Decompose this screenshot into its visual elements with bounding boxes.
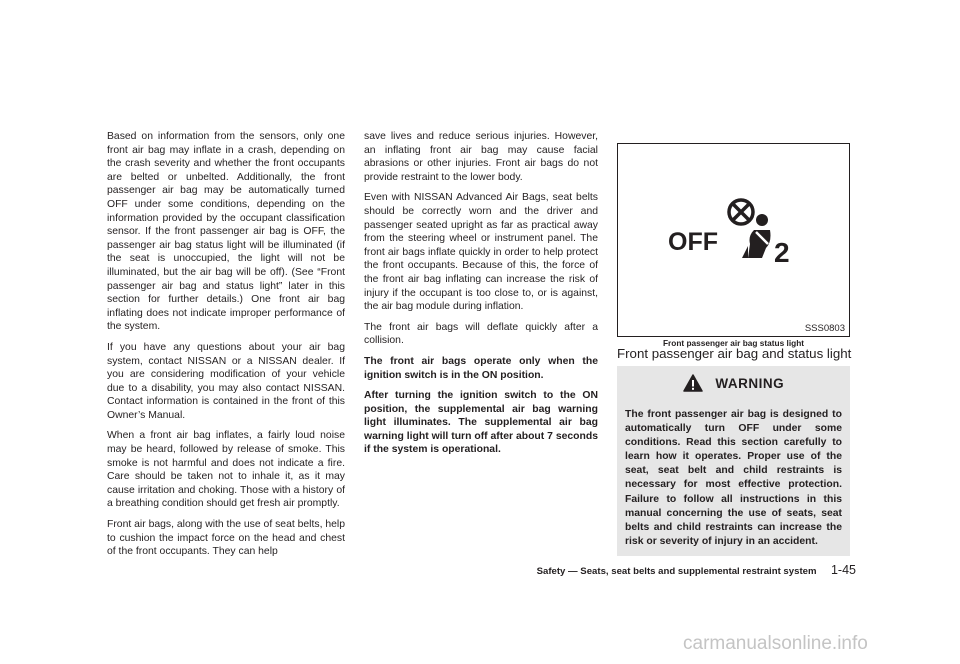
figure-caption: Front passenger air bag status light <box>662 338 805 348</box>
watermark: carmanualsonline.info <box>683 633 868 654</box>
passenger-airbag-off-icon <box>668 192 808 272</box>
paragraph: Front air bags, along with the use of seat belts, help to cushion the impact force on the head and chest of the front occupants. They can help <box>107 519 345 558</box>
paragraph: When a front air bag inflates, a fairly loud noise may be heard, followed by release of smoke. This smoke is not harmful and does not indicate a fire. Care should be taken not to inhale it, as it may cause irritation and choking. Those with a history of a breathing condition should get fresh air promptly. <box>107 430 345 510</box>
bold-paragraph: The front air bags operate only when the ignition switch is in the ON position. <box>364 355 598 381</box>
status-light-figure <box>617 143 850 337</box>
paragraph: Even with NISSAN Advanced Air Bags, seat belts should be correctly worn and the driver and passenger seated upright as far as practical away from the steering wheel or instrument panel. The front air bags inflate quickly in order to help protect the front occupants. Because of this, the force of the front air bag inflating can increase the risk of injury if the occupant is too close to, or is against, the air bag module during inflation. <box>364 192 598 313</box>
paragraph: The front air bags will deflate quickly after a collision. <box>364 321 598 347</box>
warning-triangle-icon <box>683 374 703 392</box>
seat-number: 2 <box>774 237 790 268</box>
paragraph: Based on information from the sensors, only one front air bag may inflate in a crash, depending on the crash severity and whether the front occupants are belted or unbelted. Additionally, the front passenger air bag may be automatically turned OFF under some conditions, depending on the information provided by the occupant classification sensor. If the front passenger air bag is OFF, the passenger air bag status light will be illuminated (if the seat is unoccupied, the light will not be illuminated, but the air bag will be off). (See “Front passenger air bag and status light” later in this section for further details.) One front air bag inflating does not indicate improper performance of the system. <box>107 131 345 333</box>
page-number: 1-45 <box>830 563 856 577</box>
warning-text: The front passenger air bag is designed to automatically turn OFF under some conditions. Read this section carefully to learn how it operates. Proper use of the seat, seat belt and child restraints is necessary for most effective protection. Failure to follow all instructions in this manual concerning the use of seats, seat belts and child restraints can increase the risk or severity of injury in an accident. <box>625 409 842 547</box>
figure-code: SSS0803 <box>804 323 845 334</box>
footer-section-name: Safety — Seats, seat belts and supplemental restraint system <box>536 566 817 577</box>
warning-header <box>625 374 842 398</box>
bold-paragraph: After turning the ignition switch to the ON position, the supplemental air bag warning light illuminates. The supplemental air bag warning light will turn off after about 7 seconds if the system is operational. <box>364 390 598 456</box>
warning-box <box>617 366 850 556</box>
paragraph: save lives and reduce serious injuries. However, an inflating front air bag may cause facial abrasions or other injuries. Front air bags do not provide restraint to the lower body. <box>364 131 598 183</box>
warning-title: WARNING <box>715 375 785 391</box>
body-column-2 <box>364 130 598 464</box>
section-title: Front passenger air bag and status light <box>617 346 852 361</box>
off-label: OFF <box>668 228 718 256</box>
paragraph: If you have any questions about your air bag system, contact NISSAN or a NISSAN dealer. If you are considering modification of your vehicle due to a disability, you may also contact NISSAN. Contact information is contained in the front of this Owner’s Manual. <box>107 341 345 421</box>
page-footer <box>436 561 856 579</box>
body-column-1 <box>107 130 345 566</box>
